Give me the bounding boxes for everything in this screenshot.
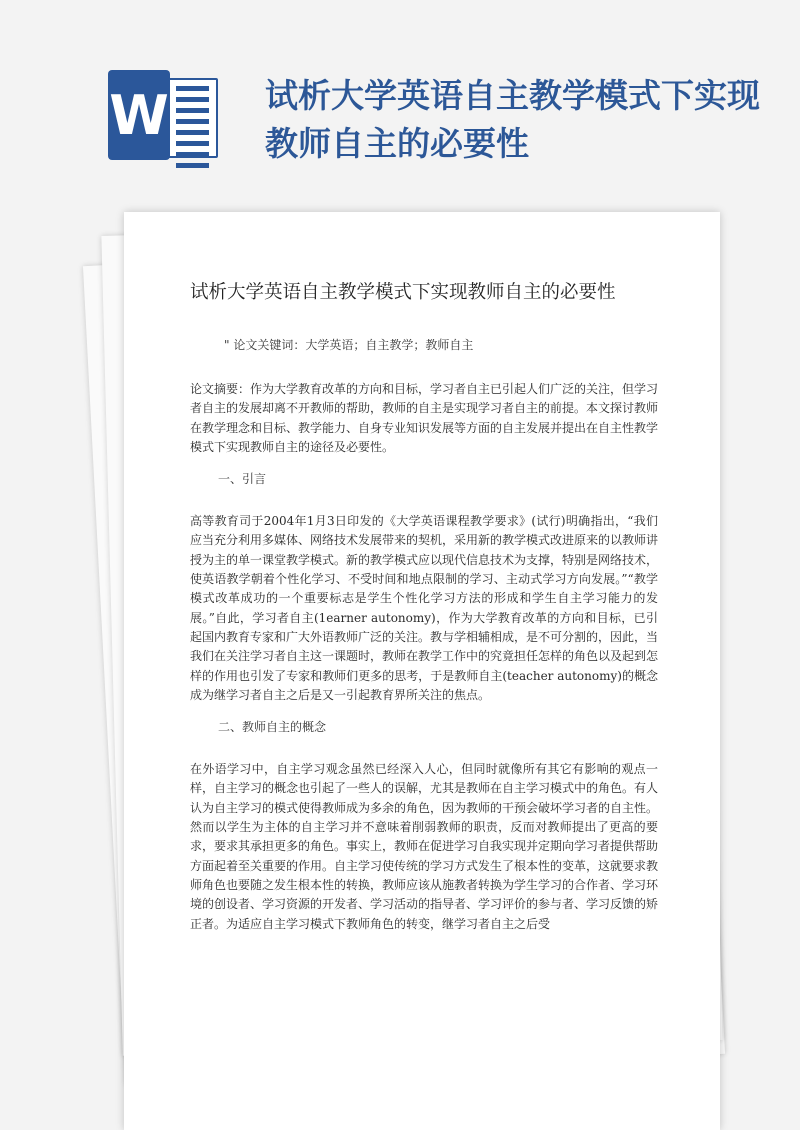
- page-content: [190, 278, 658, 934]
- word-document-icon: [108, 70, 226, 162]
- header-title: 试析大学英语自主教学模式下实现教师自主的必要性: [265, 76, 760, 163]
- section-heading-introduction: 一、引言: [218, 472, 267, 487]
- teacher-autonomy-paragraph: 在外语学习中，自主学习观念虽然已经深入人心，但同时就像所有其它有影响的观点一样，自主学习的概念也引起了一些人的误解，尤其是教师在自主学习模式中的角色。有人认为自主学习的模式使得教师成为多余的角色，因为教师的干预会破坏学习者的自主性。然而以学生为主体的自主学习并不意味着削弱教师的职责，反而对教师提出了更高的要求，要求其承担更多的角色。事实上，教师在促进学习自我实现并定期向学习者提供帮助方面起着至关重要的作用。自主学习使传统的学习方式发生了根本性的变革，这就要求教师角色也要随之发生根本性的转换，教师应该从施教者转换为学生学习的合作者、学习环境的创设者、学习资源的开发者、学习活动的指导者、学习评价的参与者、学习反馈的矫正者。为适应自主学习模式下教师角色的转变，继学习者自主之后受: [190, 762, 659, 931]
- word-logo-badge: W: [108, 70, 170, 160]
- keywords-line: " 论文关键词：大学英语；自主教学；教师自主: [224, 338, 474, 352]
- document-page: [124, 212, 720, 1130]
- abstract-paragraph: 论文摘要：作为大学教育改革的方向和目标，学习者自主已引起人们广泛的关注，但学习者自主的发展却离不开教师的帮助，教师的自主是实现学习者自主的前提。本文探讨教师在教学理念和目标、教学能力、自身专业知识发展等方面的自主发展并提出在自主性教学模式下实现教师自主的途径及必要性。: [190, 382, 659, 454]
- document-title: 试析大学英语自主教学模式下实现教师自主的必要性: [190, 282, 616, 303]
- section-heading-teacher-autonomy: 二、教师自主的概念: [218, 720, 327, 735]
- introduction-paragraph: 高等教育司于2004年1月3日印发的《大学英语课程教学要求》(试行)明确指出，“我们应当充分利用多媒体、网络技术发展带来的契机，采用新的教学模式改进原来的以教师讲授为主的单一课堂教学模式。新的教学模式应以现代信息技术为支撑，特别是网络技术，使英语教学朝着个性化学习、不受时间和地点限制的学习、主动式学习方向发展。”“教学模式改革成功的一个重要标志是学生个性化学习方法的形成和学生自主学习能力的发展。”自此，学习者自主(1earner autonomy)，作为大学教育改革的方向和目标，已引起国内教育专家和广大外语教师广泛的关注。教与学相辅相成，是不可分割的，因此，当我们在关注学习者自主这一课题时，教师在教学工作中的究竟担任怎样的角色以及起到怎样的作用也引发了专家和教师们更多的思考，于是教师自主(teacher autonomy)的概念成为继学习者自主之后是又一引起教育界所关注的焦点。: [190, 514, 659, 702]
